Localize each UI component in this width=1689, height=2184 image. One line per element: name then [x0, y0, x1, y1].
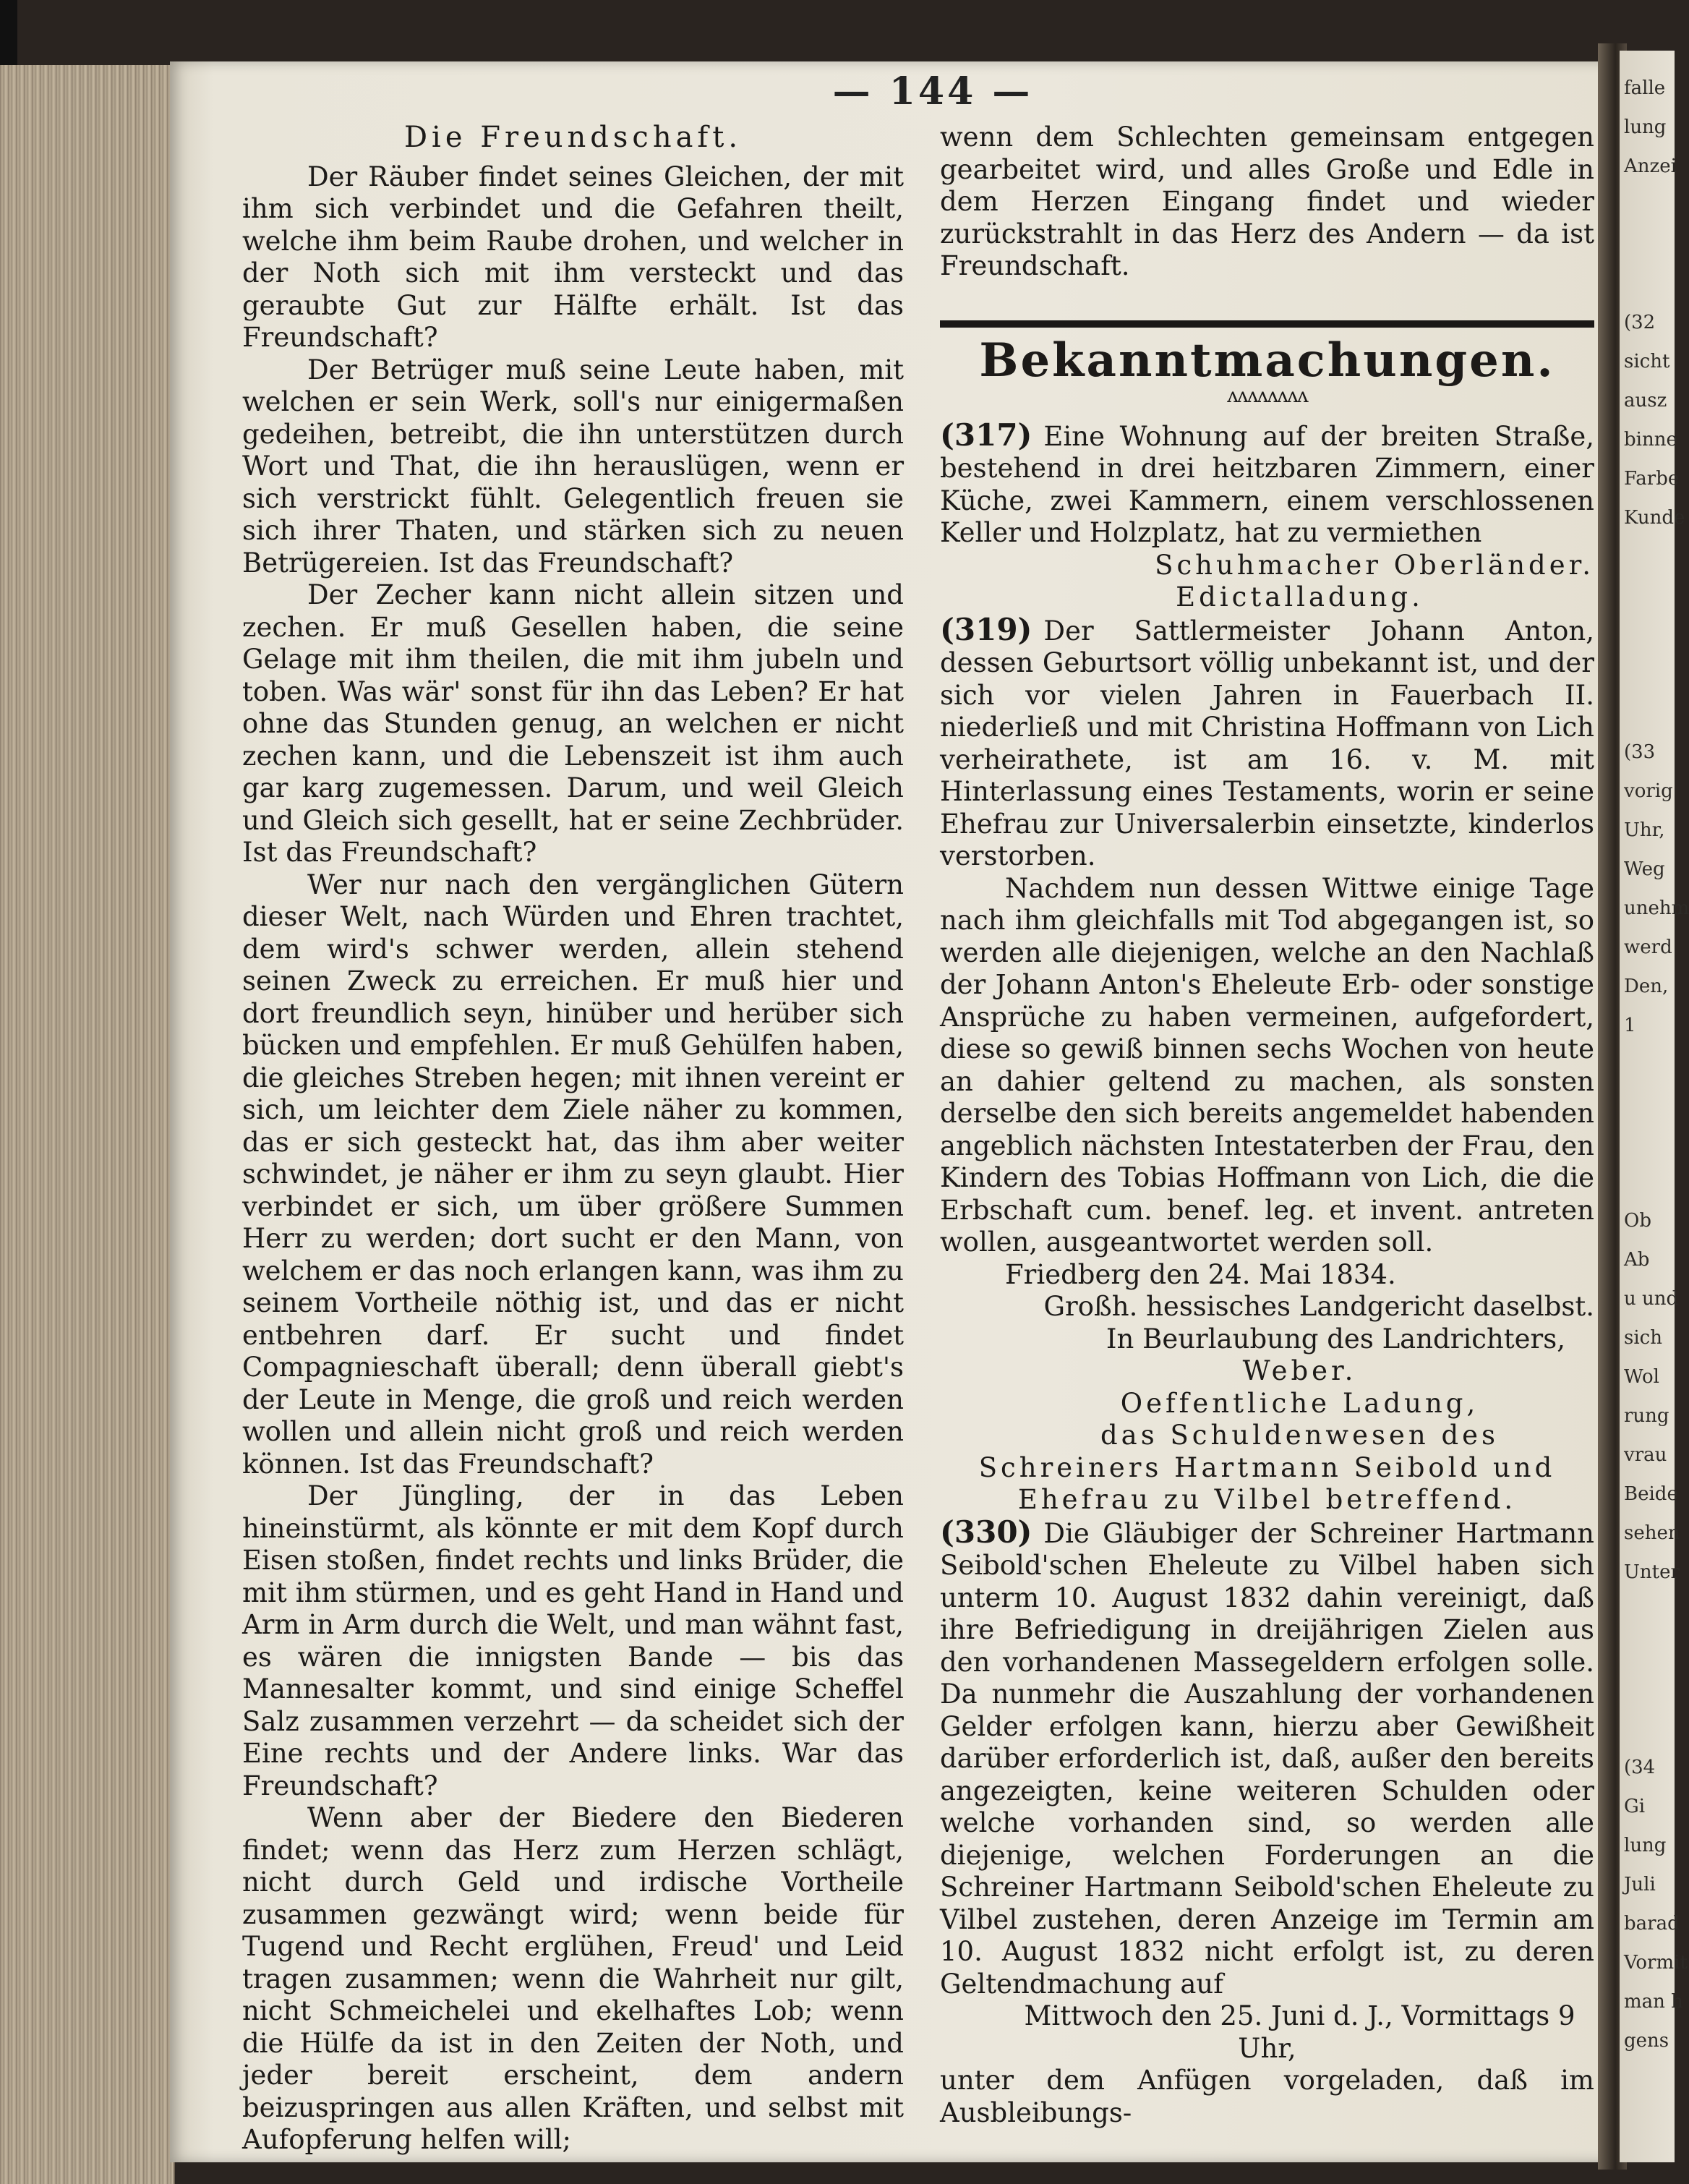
notice-number: (330)	[940, 1514, 1032, 1550]
facing-page-fragment: unehm	[1624, 897, 1689, 919]
facing-page-fragment: Farbe	[1624, 468, 1680, 490]
facing-page-fragment: binne	[1624, 429, 1677, 451]
paragraph: Wer nur nach den vergänglichen Gütern dieser Welt, nach Würden und Ehren trachtet, dem wird's schwer werden, allein stehend seinen Zweck zu erreichen. Er muß hier und dort freundlich seyn, hinüber und herüber sich bücken und empfehlen. Er muß Gehülfen haben, die gleiches Streben hegen; mit ihnen vereint er sich, um leichter dem Ziele näher zu kommen, das er sich gesteckt hat, das ihm aber weiter schwindet, je näher er ihm zu seyn glaubt. Hier verbindet er sich, um über größere Summen Herr zu werden; dort sucht er den Mann, von welchem er das noch erlangen kann, was ihm zu seinem Vortheile nöthig ist, und das er nicht entbehren darf. Er sucht und findet Compagnieschaft überall; denn überall giebt's der Leute in Menge, die groß und reich werden wollen und allein nicht groß und reich werden können. Ist das Freundschaft?	[242, 869, 904, 1480]
paragraph: Der Jüngling, der in das Leben hineinstürmt, als könnte er mit dem Kopf durch Eisen stoßen, findet rechts und links Brüder, die mit ihm stürmen, und es geht Hand in Hand und Arm in Arm durch die Welt, und man wähnt fast, es wären die innigsten Bande — bis das Mannesalter kommt, und sind einige Scheffel Salz zusammen verzehrt — da scheidet sich der Eine rechts und der Andere links. War das Freundschaft?	[242, 1480, 904, 1801]
facing-page-fragment: sicht	[1624, 351, 1670, 372]
notice-number: (319)	[940, 611, 1032, 647]
facing-page-fragment: werd	[1624, 937, 1672, 958]
section-divider	[940, 320, 1594, 328]
section-title: Bekanntmachungen.	[979, 333, 1555, 388]
facing-page-fragment: Ab	[1624, 1249, 1650, 1271]
facing-page-fragment: rung	[1624, 1405, 1669, 1427]
paragraph: Der Betrüger muß seine Leute haben, mit welchen er sein Werk, soll's nur einigermaßen gedeihen, betreibt, die ihn unterstützen durch Wort und That, die ihn herauslügen, wenn er sich verstrickt fühlt. Gelegentlich freuen sie sich ihrer Thaten, und stärken sich zu neuen Betrügereien. Ist das Freundschaft?	[242, 354, 904, 579]
facing-page-fragment: vrau	[1624, 1444, 1667, 1466]
notice-319	[940, 611, 1594, 873]
summons-date: Mittwoch den 25. Juni d. J., Vormittags 9 Uhr,	[1024, 2000, 1575, 2064]
signer-name: Weber.	[1242, 1355, 1357, 1386]
facing-page-fragment: Beide	[1624, 1483, 1678, 1505]
facing-page-fragment: Ob	[1624, 1210, 1651, 1232]
paragraph: Der Zecher kann nicht allein sitzen und zechen. Er muß Gesellen haben, die seine Gelage mit ihm theilen, die mit ihm jubeln und toben. Was wär' sonst für ihn das Leben? Er hat ohne das Stunden genug, an welchen er nicht zechen kann, und die Lebenszeit ist ihm auch gar karg zugemessen. Darum, und weil Gleich und Gleich sich gesellt, hat er seine Zechbrüder. Ist das Freundschaft?	[242, 579, 904, 868]
edict-heading: Edictalladung.	[1176, 581, 1424, 613]
left-column	[242, 121, 904, 2157]
facing-page-fragment: (32	[1624, 312, 1656, 333]
notice-317	[940, 419, 1594, 550]
facing-page-fragment: Kunde	[1624, 507, 1685, 529]
facing-page-fragment: Uhr,	[1624, 819, 1665, 841]
place-date: Friedberg den 24. Mai 1834.	[1005, 1258, 1396, 1290]
page-stack-edge	[0, 65, 175, 2184]
notice-text: Die Gläubiger der Schreiner Hartmann Seibold'schen Eheleute zu Vilbel haben sich unterm 10. August 1832 dahin vereinigt, daß ihre Befriedigung in dreijährigen Zielen aus den vorhandenen Massegeldern erfolgen solle. Da nunmehr die Auszahlung der vorhandenen Gelder erfolgen kann, hierzu aber Gewißheit darüber erforderlich ist, daß, außer den bereits angezeigten, keine weiteren Schulden oder welche vorhanden sind, so werden alle diejenige, welchen Forderungen an die Schreiner Hartmann Seibold'schen Eheleute zu Vilbel zustehen, deren Anzeige im Termin am 10. August 1832 nicht erfolgt ist, zu deren Geltendmachung auf	[940, 1517, 1594, 2000]
notice-text: Eine Wohnung auf der breiten Straße, bestehend in drei heitzbaren Zimmern, einer Küche, zwei Kammern, einem verschlossenen Keller und Holzplatz, hat zu vermiethen	[940, 420, 1594, 548]
facing-page-fragment: Juli	[1624, 1874, 1656, 1895]
facing-page-fragment: Vormit	[1624, 1952, 1688, 1974]
facing-page-fragment: Den,	[1624, 976, 1669, 997]
article-heading: Die Freundschaft.	[403, 121, 743, 154]
facing-page-fragment: Anzei	[1624, 155, 1677, 177]
facing-page-fragment: Wol	[1624, 1366, 1659, 1388]
public-summons-subject: das Schuldenwesen des Schreiners Hartmann Seibold und Ehefrau zu Vilbel betreffend.	[978, 1420, 1556, 1515]
page-number: — 144 —	[832, 69, 1033, 114]
facing-page-fragment: sich	[1624, 1327, 1662, 1349]
facing-page-fragment: 1	[1624, 1015, 1636, 1036]
ornament: ʌʌʌʌʌʌʌʌ	[1227, 383, 1307, 407]
facing-page-fragment: Weg	[1624, 858, 1665, 880]
facing-page-fragment: u und	[1624, 1288, 1679, 1310]
deputy-line: In Beurlaubung des Landrichters,	[1106, 1323, 1565, 1355]
notice-330	[940, 1514, 1594, 2001]
facing-page-fragment: vorig	[1624, 780, 1673, 802]
court-name: Großh. hessisches Landgericht daselbst.	[1043, 1291, 1594, 1322]
facing-page-fragment: barad	[1624, 1913, 1680, 1935]
paragraph: Wenn aber der Biedere den Biederen findet; wenn das Herz zum Herzen schlägt, nicht durch Geld und irdische Vortheile zusammen gezwängt wird; wenn beide für Tugend und Recht erglühen, Freud' und Leid tragen zusammen; wenn die Wahrheit nur gilt, nicht Schmeichelei und ekelhaftes Lob; wenn die Hülfe da ist in den Zeiten der Noth, und jeder bereit erscheint, dem andern beizuspringen aus allen Kräften, und selbst mit Aufopferung helfen will;	[242, 1802, 904, 2155]
facing-page-fragment: falle	[1624, 77, 1666, 99]
facing-page-fragment: (34	[1624, 1757, 1656, 1778]
right-column	[940, 121, 1594, 2129]
facing-page-fragment: Unter	[1624, 1561, 1680, 1583]
notice-signature: Schuhmacher Oberländer.	[1155, 549, 1594, 581]
public-summons-heading: Oeffentliche Ladung,	[1120, 1387, 1479, 1419]
facing-page-fragment: lung	[1624, 116, 1667, 138]
facing-page-fragment: ausz	[1624, 390, 1667, 411]
last-line: unter dem Anfügen vorgeladen, daß im Ausbleibungs-	[940, 2065, 1594, 2128]
facing-page-fragment: man h	[1624, 1991, 1683, 2013]
notice-text: Der Sattlermeister Johann Anton, dessen Geburtsort völlig unbekannt ist, und der sich vor vielen Jahren in Fauerbach II. niederließ und mit Christina Hoffmann von Lich verheirathete, ist am 16. v. M. mit Hinterlassung eines Testaments, worin er seine Ehefrau zur Universalerbin einsetzte, kinderlos verstorben.	[940, 615, 1594, 871]
facing-page-fragment: (33	[1624, 741, 1656, 763]
notice-text-continued: Nachdem nun dessen Wittwe einige Tage nach ihm gleichfalls mit Tod abgegangen ist, so werden alle diejenigen, welche an den Nachlaß der Johann Anton's Eheleute Erb- oder sonstige Ansprüche zu haben vermeinen, aufgefordert, diese so gewiß binnen sechs Wochen von heute an dahier geltend zu machen, als sonsten derselbe den sich bereits angemeldet habenden angeblich nächsten Intestaterben der Frau, den Kindern des Tobias Hoffmann von Lich, die die Erbschaft cum. benef. leg. et invent. antreten wollen, ausgeantwortet werden soll.	[940, 872, 1594, 1258]
facing-page-edge	[1620, 51, 1689, 2162]
facing-page-fragment: Gi	[1624, 1796, 1646, 1817]
article-continuation: wenn dem Schlechten gemeinsam entgegen gearbeitet wird, und alles Große und Edle in dem Herzen Eingang findet und wieder zurückstrahlt in das Herz des Andern — da ist Freundschaft.	[940, 121, 1594, 281]
facing-page-fragment: sehen	[1624, 1522, 1680, 1544]
facing-page-fragment: lung	[1624, 1835, 1667, 1856]
paragraph: Der Räuber findet seines Gleichen, der mit ihm sich verbindet und die Gefahren theilt, welche ihm beim Raube drohen, und welcher in der Noth sich mit ihm versteckt und das geraubte Gut zur Hälfte erhält. Ist das Freundschaft?	[242, 161, 904, 353]
facing-page-fragment: gens	[1624, 2030, 1669, 2052]
notice-number: (317)	[940, 417, 1032, 453]
